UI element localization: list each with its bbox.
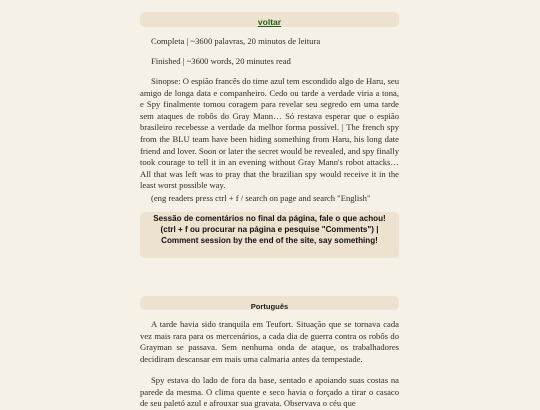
synopsis: Sinopse: O espião francês do time azul tem escondido algo de Haru, seu amigo de longa data e companheiro. Cedo ou tarde a verdade viria a tona, e Spy finalmente tomou coragem para revelar seu segredo em uma tarde sem ataques de robôs do Gray Mann… Só restava esperar que o espião brasileiro recebesse a verdade da melhor forma possível. | The french spy from the BLU team have been hiding something from Haru, his long date friend and lover. Soon or later the secret would be revealed, and spy finally took courage to tell it in an evening without Gray Mann's robot attacks… All that was left was to pray that the brazilian spy would receive it in the least worst possible way. [140,76,399,191]
info-en: Finished | ~3600 words, 20 minutes read [151,56,291,66]
readers-note: (eng readers press ctrl + f / search on page and search "English" [151,193,371,203]
section-header [140,296,399,310]
story-paragraph-1: A tarde havia sido tranquila em Teufort. Situação que se tornava cada vez mais rara para os mercenários, a cada dia de guerra contra os robôs do Grayman se passava. Sem nenhuma onda de ataque, os trabalhadores decidiram descansar em mais uma calmaria antes da tempestade. [140,319,399,364]
info-pt: Completa | ~3600 palavras, 20 minutos de leitura [151,36,321,46]
back-bar [140,12,399,27]
section-title: Português [250,302,289,311]
comments-notice-text: Sessão de comentários no final da página, fale o que achou! (ctrl + f ou procurar na página e pesquise "Comments") | Comment session by the end of the site, say something! [153,214,386,245]
back-link[interactable]: voltar [257,17,282,27]
story-paragraph-2: Spy estava do lado de fora da base, sentado e apoiando suas costas na parede da mesma. O clima quente e seco havia o forçado a tirar o casaco de seu paletó azul e afrouxar sua gravata. Observava o céu que [140,375,399,409]
comments-notice [140,212,399,258]
